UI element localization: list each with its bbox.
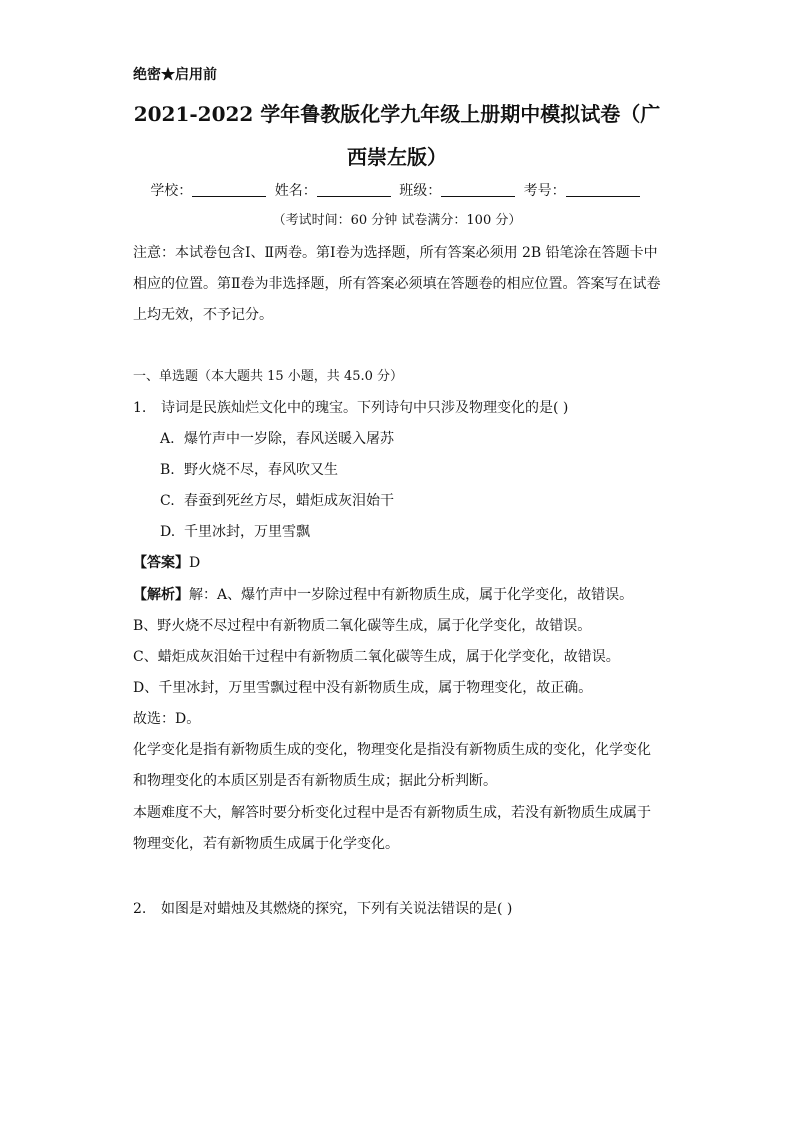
option-a-label: A. (160, 431, 175, 447)
option-d-text: 千里冰封，万里雪飘 (184, 524, 310, 540)
analysis-conclusion: 故选：D。 (133, 711, 201, 727)
option-d (160, 523, 310, 541)
confidential-label: 绝密★启用前 (133, 67, 217, 83)
answer-tag: 【答案】 (133, 555, 189, 571)
question-1-text: 诗词是民族灿烂文化中的瑰宝。下列诗句中只涉及物理变化的是( ) (161, 400, 569, 416)
class-label: 班级： (399, 183, 442, 199)
name-label: 姓名： (274, 183, 317, 199)
option-b (160, 461, 338, 479)
analysis-row (133, 586, 633, 604)
exam-info: （考试时间：60 分钟 试卷满分：100 分） (272, 213, 522, 228)
option-c-text: 春蚕到死丝方尽，蜡炬成灰泪始干 (184, 493, 394, 509)
question-1-number: 1. (133, 400, 147, 416)
section-title: 一、单选题（本大题共 15 小题，共 45.0 分） (133, 369, 404, 384)
answer-row (133, 554, 200, 572)
answer-value: D (189, 555, 201, 571)
explanation-paragraph-1: 化学变化是指有新物质生成的变化，物理变化是指没有新物质生成的变化，化学变化和物理变化的本质区别是否有新物质生成；据此分析判断。 (133, 742, 651, 789)
option-a-text: 爆竹声中一岁除，春风送暖入屠苏 (184, 431, 394, 447)
exam-title-line2: 西崇左版） (347, 145, 447, 169)
exam-title-line1: 2021-2022 学年鲁教版化学九年级上册期中模拟试卷（广 (133, 102, 661, 126)
question-2 (133, 900, 512, 918)
notice-paragraph: 注意：本试卷包含Ⅰ、Ⅱ两卷。第Ⅰ卷为选择题，所有答案必须用 2B 铅笔涂在答题卡中相应的位置。第Ⅱ卷为非选择题，所有答案必须填在答题卷的相应位置。答案写在试卷上均无效，不予记分。 (133, 245, 661, 323)
school-blank[interactable] (192, 182, 266, 197)
option-d-label: D. (160, 524, 176, 540)
class-blank[interactable] (441, 182, 515, 197)
analysis-line-b: B、野火烧不尽过程中有新物质二氧化碳等生成，属于化学变化，故错误。 (133, 618, 592, 634)
explanation-paragraph-2: 本题难度不大，解答时要分析变化过程中是否有新物质生成，若没有新物质生成属于物理变化，若有新物质生成属于化学变化。 (133, 805, 651, 852)
option-b-text: 野火烧不尽，春风吹又生 (184, 462, 338, 478)
option-c (160, 492, 394, 510)
analysis-line-d: D、千里冰封，万里雪飘过程中没有新物质生成，属于物理变化，故正确。 (133, 680, 593, 696)
option-b-label: B. (160, 462, 175, 478)
analysis-line-c: C、蜡炬成灰泪始干过程中有新物质二氧化碳等生成，属于化学变化，故错误。 (133, 649, 620, 665)
name-blank[interactable] (317, 182, 391, 197)
examno-blank[interactable] (566, 182, 640, 197)
option-a (160, 430, 394, 448)
school-label: 学校： (150, 183, 193, 199)
question-1 (133, 399, 568, 417)
examno-label: 考号： (523, 183, 566, 199)
option-c-label: C. (160, 493, 175, 509)
question-2-number: 2. (133, 901, 147, 917)
analysis-tag: 【解析】 (133, 587, 189, 603)
question-2-text: 如图是对蜡烛及其燃烧的探究，下列有关说法错误的是( ) (161, 901, 513, 917)
analysis-first-line: 解：A、爆竹声中一岁除过程中有新物质生成，属于化学变化，故错误。 (189, 587, 634, 603)
student-info-row (133, 182, 661, 200)
